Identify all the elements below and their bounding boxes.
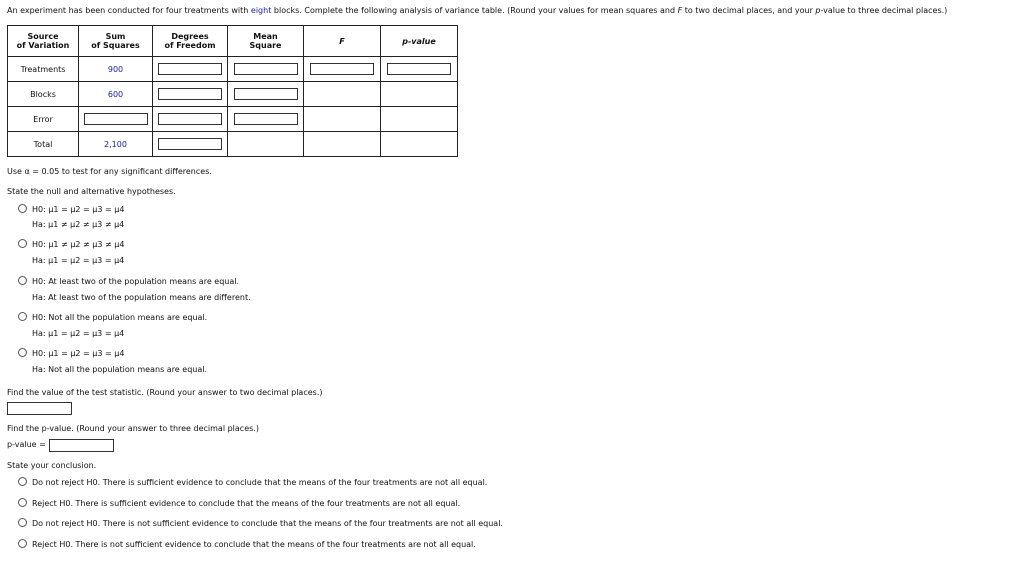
empty-cell xyxy=(381,132,458,157)
table-row xyxy=(8,82,458,107)
hypothesis-radio-5[interactable] xyxy=(18,348,27,357)
intro-part4: -value to three decimal places.) xyxy=(820,6,948,15)
test-stat-input[interactable] xyxy=(7,402,72,415)
row-ss: 2,100 xyxy=(79,132,153,157)
anova-header-row xyxy=(8,26,458,57)
header-f: F xyxy=(304,26,381,57)
row-source: Error xyxy=(8,107,79,132)
row-source: Treatments xyxy=(8,57,79,82)
header-source: Source of Variation xyxy=(8,26,79,57)
conclusion-4-text: Reject H0. There is not sufficient evidence to conclude that the means of the four treatments are not all equal. xyxy=(32,540,476,549)
row-ss: 600 xyxy=(79,82,153,107)
hypothesis-3-h0: H0: At least two of the population means are equal. xyxy=(32,277,240,286)
header-pvalue: p-value xyxy=(381,26,458,57)
intro-text xyxy=(7,6,947,15)
hypothesis-5-h0: H0: μ1 = μ2 = μ3 = μ4 xyxy=(32,349,125,358)
intro-highlight: eight xyxy=(250,6,272,15)
df-cell xyxy=(153,82,228,107)
conclusion-2-text: Reject H0. There is sufficient evidence to conclude that the means of the four treatments are not all equal. xyxy=(32,499,461,508)
intro-part3: to two decimal places, and your xyxy=(682,6,816,15)
ss-cell xyxy=(79,107,153,132)
alpha-text: Use α = 0.05 to test for any significant differences. xyxy=(7,167,212,176)
pvalue-input[interactable] xyxy=(49,439,114,452)
hypothesis-3-ha: Ha: At least two of the population means are different. xyxy=(32,293,251,302)
ms-cell xyxy=(228,107,304,132)
conclusion-prompt: State your conclusion. xyxy=(7,461,97,470)
hypothesis-radio-2[interactable] xyxy=(18,239,27,248)
treatments-df-input[interactable] xyxy=(158,63,222,75)
header-df: Degrees of Freedom xyxy=(153,26,228,57)
df-cell xyxy=(153,107,228,132)
hypothesis-radio-4[interactable] xyxy=(18,312,27,321)
error-df-input[interactable] xyxy=(158,113,222,125)
pvalue-cell xyxy=(381,57,458,82)
conclusion-radio-4[interactable] xyxy=(18,539,27,548)
hypothesis-1-h0: H0: μ1 = μ2 = μ3 = μ4 xyxy=(32,205,125,214)
intro-p: p xyxy=(815,6,821,15)
table-row xyxy=(8,107,458,132)
row-source: Blocks xyxy=(8,82,79,107)
hypothesis-1-ha: Ha: μ1 ≠ μ2 ≠ μ3 ≠ μ4 xyxy=(32,220,125,229)
conclusion-3-text: Do not reject H0. There is not sufficient evidence to conclude that the means of the four treatments are not all equal. xyxy=(32,519,503,528)
treatments-f-input[interactable] xyxy=(310,63,374,75)
blocks-df-input[interactable] xyxy=(158,88,222,100)
empty-cell xyxy=(381,107,458,132)
hypothesis-2-h0: H0: μ1 ≠ μ2 ≠ μ3 ≠ μ4 xyxy=(32,240,125,249)
hypothesis-radio-3[interactable] xyxy=(18,276,27,285)
pvalue-label: p-value = xyxy=(7,440,46,449)
intro-part1: An experiment has been conducted for four treatments with xyxy=(7,6,251,15)
ms-cell xyxy=(228,57,304,82)
row-source: Total xyxy=(8,132,79,157)
treatments-ms-input[interactable] xyxy=(234,63,298,75)
conclusion-radio-1[interactable] xyxy=(18,477,27,486)
error-ss-input[interactable] xyxy=(84,113,148,125)
hypothesis-2-ha: Ha: μ1 = μ2 = μ3 = μ4 xyxy=(32,256,125,265)
row-ss: 900 xyxy=(79,57,153,82)
empty-cell xyxy=(304,107,381,132)
ms-cell xyxy=(228,82,304,107)
conclusion-radio-2[interactable] xyxy=(18,498,27,507)
hypotheses-prompt: State the null and alternative hypotheses. xyxy=(7,187,176,196)
blocks-ms-input[interactable] xyxy=(234,88,298,100)
total-df-input[interactable] xyxy=(158,138,222,150)
hypothesis-4-ha: Ha: μ1 = μ2 = μ3 = μ4 xyxy=(32,329,125,338)
intro-f: F xyxy=(677,6,683,15)
conclusion-radio-3[interactable] xyxy=(18,518,27,527)
df-cell xyxy=(153,57,228,82)
empty-cell xyxy=(304,82,381,107)
hypothesis-radio-1[interactable] xyxy=(18,204,27,213)
test-stat-prompt: Find the value of the test statistic. (Round your answer to two decimal places.) xyxy=(7,388,323,397)
treatments-pvalue-input[interactable] xyxy=(387,63,451,75)
header-ms: Mean Square xyxy=(228,26,304,57)
table-row xyxy=(8,132,458,157)
hypothesis-5-ha: Ha: Not all the population means are equal. xyxy=(32,365,208,374)
empty-cell xyxy=(228,132,304,157)
table-row xyxy=(8,57,458,82)
df-cell xyxy=(153,132,228,157)
intro-part2: blocks. Complete the following analysis of variance table. (Round your values for mean squares and xyxy=(271,6,678,15)
conclusion-1-text: Do not reject H0. There is sufficient evidence to conclude that the means of the four treatments are not all equal. xyxy=(32,478,488,487)
hypothesis-4-h0: H0: Not all the population means are equal. xyxy=(32,313,208,322)
error-ms-input[interactable] xyxy=(234,113,298,125)
empty-cell xyxy=(304,132,381,157)
f-cell xyxy=(304,57,381,82)
anova-table xyxy=(7,25,458,157)
pvalue-prompt: Find the p-value. (Round your answer to three decimal places.) xyxy=(7,424,259,433)
empty-cell xyxy=(381,82,458,107)
header-ss: Sum of Squares xyxy=(79,26,153,57)
